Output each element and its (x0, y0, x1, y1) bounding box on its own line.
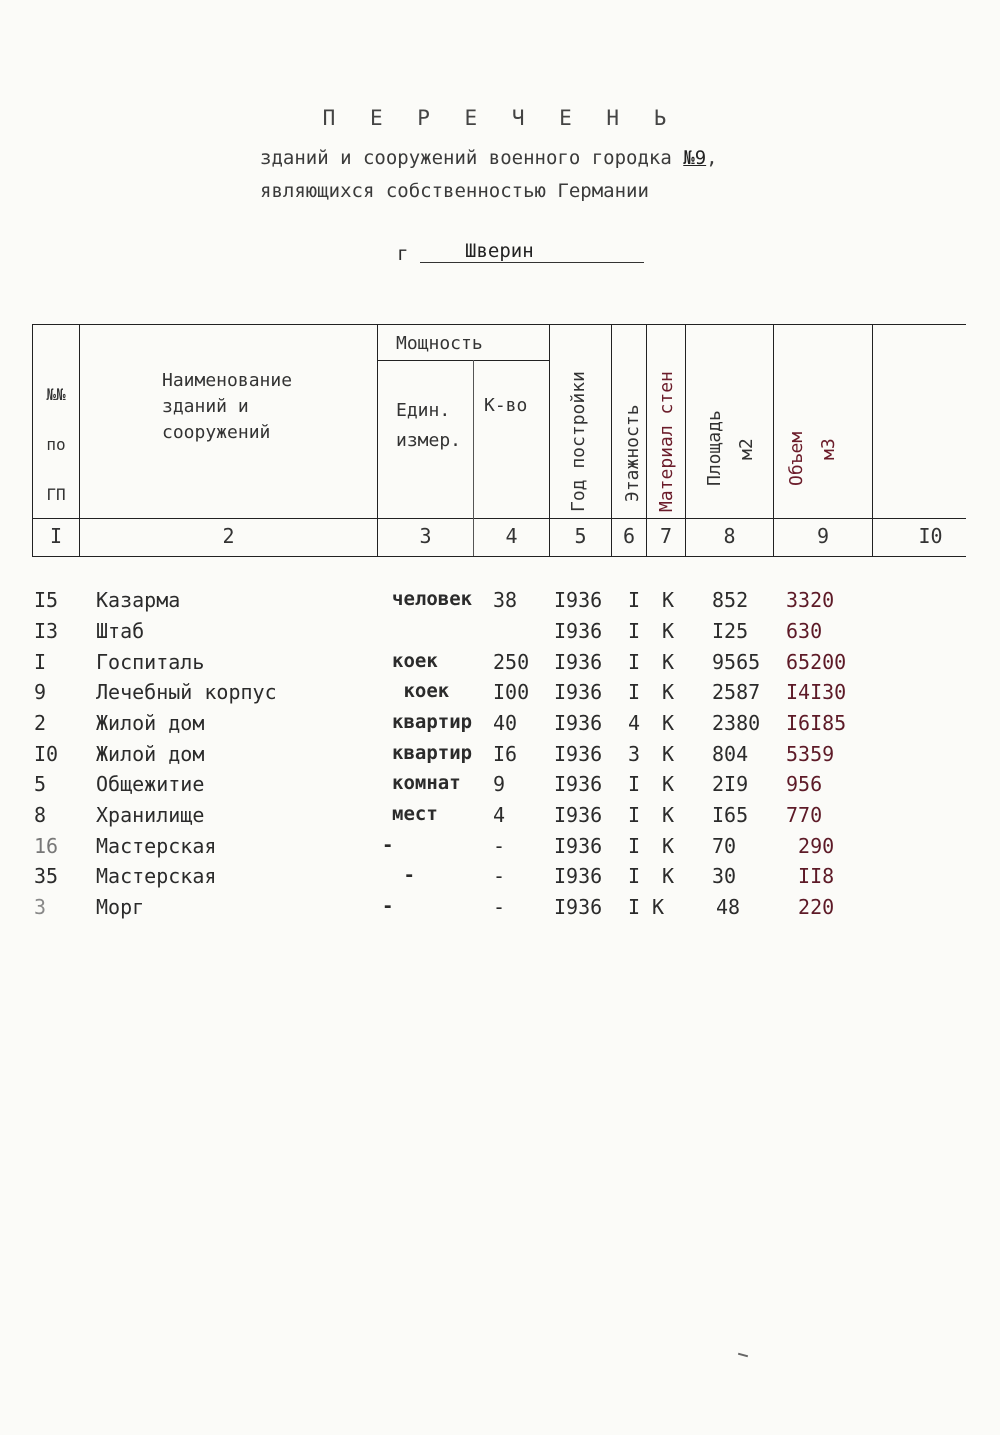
town-number: №9 (683, 147, 707, 169)
colnum-bottom-border (32, 556, 966, 557)
header-unit-line2: измер. (396, 430, 462, 451)
cell-material: К (662, 680, 675, 704)
cell-area: I25 (712, 619, 749, 643)
cell-area: 48 (716, 895, 741, 919)
cell-qty: 250 (493, 650, 530, 674)
table-row (0, 895, 1000, 925)
cell-name: Общежитие (96, 772, 205, 796)
header-name-line1: Наименование (162, 370, 293, 391)
city-name: Шверин (465, 240, 534, 262)
header-bottom-border (32, 518, 966, 519)
city-underline (420, 262, 644, 263)
header-qty: К-во (484, 395, 528, 416)
cell-gp: 8 (34, 803, 47, 827)
cell-volume: II8 (786, 864, 835, 888)
cell-floors: I (628, 772, 641, 796)
col-number: 4 (505, 524, 518, 548)
cell-material: К (662, 588, 675, 612)
cell-year: I936 (554, 772, 603, 796)
col-number: 5 (574, 524, 587, 548)
cell-gp: 35 (34, 864, 59, 888)
header-unit (396, 396, 461, 456)
header-name-line3: сооружений (162, 422, 271, 443)
cell-floors: I (628, 650, 641, 674)
cell-gp: 2 (34, 711, 47, 735)
table-row (0, 588, 1000, 618)
cell-year: I936 (554, 619, 603, 643)
cell-name: Госпиталь (96, 650, 205, 674)
col-number: 3 (419, 524, 432, 548)
document-subtitle (260, 147, 718, 169)
cell-qty: 9 (493, 772, 506, 796)
cell-material: К (662, 711, 675, 735)
cell-area: 70 (712, 834, 737, 858)
cell-qty: 38 (493, 588, 518, 612)
cell-floors: 3 (628, 742, 641, 766)
col-number: 8 (723, 524, 736, 548)
cell-year: I936 (554, 588, 603, 612)
col-number: I0 (918, 524, 943, 548)
document-subtitle-2: являющихся собственностью Германии (260, 180, 649, 202)
cell-volume: 3320 (786, 588, 835, 612)
table-row (0, 711, 1000, 741)
cell-gp: 16 (34, 834, 59, 858)
cell-material: К (662, 742, 675, 766)
cell-material: К (662, 772, 675, 796)
cell-name: Казарма (96, 588, 181, 612)
col-divider (32, 324, 33, 556)
cell-qty: 40 (493, 711, 518, 735)
header-gp (34, 370, 78, 520)
col-number: I (49, 524, 63, 548)
city-prefix: г (397, 243, 409, 265)
cell-material: К (662, 650, 675, 674)
table-row (0, 650, 1000, 680)
col-number: 6 (622, 524, 636, 548)
col-divider (377, 324, 378, 556)
header-gp-line2: по (46, 435, 66, 454)
cell-floors: I (628, 864, 641, 888)
cell-qty: 4 (493, 803, 506, 827)
cell-gp: 9 (34, 680, 47, 704)
cell-material: К (652, 895, 665, 919)
table-row (0, 619, 1000, 649)
col-divider (79, 324, 80, 556)
cell-floors: I (628, 803, 641, 827)
cell-floors: I (628, 834, 641, 858)
table-row (0, 742, 1000, 772)
cell-area: I65 (712, 803, 749, 827)
cell-volume: I4I30 (786, 680, 847, 704)
col-divider (685, 324, 686, 556)
cell-name: Жилой дом (96, 742, 205, 766)
table-row (0, 864, 1000, 894)
cell-volume: 770 (786, 803, 823, 827)
cell-volume: 290 (786, 834, 835, 858)
cell-year: I936 (554, 650, 603, 674)
cell-qty: I00 (493, 680, 530, 704)
header-volume-line2: м3 (818, 438, 839, 460)
cell-floors: I (628, 895, 641, 919)
cell-name: Жилой дом (96, 711, 205, 735)
header-name (162, 368, 292, 446)
header-name-line2: зданий и (162, 396, 249, 417)
table-row (0, 834, 1000, 864)
col-number: 9 (816, 524, 830, 548)
cell-unit: мест (392, 803, 438, 825)
cell-volume: 630 (786, 619, 823, 643)
col-divider (611, 324, 612, 556)
col-divider (773, 324, 774, 556)
cell-material: К (662, 619, 675, 643)
header-unit-line1: Един. (396, 400, 451, 421)
cell-gp: 3 (34, 895, 47, 919)
subtitle-comma: , (706, 147, 718, 169)
capacity-divider (377, 360, 549, 361)
cell-volume: 220 (786, 895, 835, 919)
cell-unit: комнат (392, 772, 461, 794)
header-gp-line3: ГП (46, 485, 66, 504)
stray-pen-mark (738, 1353, 748, 1358)
cell-area: 30 (712, 864, 737, 888)
cell-volume: 5359 (786, 742, 835, 766)
cell-gp: 5 (34, 772, 47, 796)
cell-year: I936 (554, 680, 603, 704)
cell-floors: 4 (628, 711, 641, 735)
cell-unit: - (382, 895, 394, 917)
col-number: 2 (222, 524, 235, 548)
cell-year: I936 (554, 803, 603, 827)
cell-gp: I (34, 650, 47, 674)
col-divider (872, 324, 873, 556)
cell-qty: I6 (493, 742, 518, 766)
cell-unit: коек (392, 680, 450, 702)
cell-area: 852 (712, 588, 749, 612)
table-top-border (32, 324, 966, 325)
cell-year: I936 (554, 711, 603, 735)
header-gp-line1: №№ (46, 385, 66, 404)
cell-unit: квартир (392, 742, 473, 764)
cell-volume: 956 (786, 772, 823, 796)
cell-unit: человек (392, 588, 473, 610)
cell-unit: коек (392, 650, 438, 672)
cell-volume: 65200 (786, 650, 847, 674)
cell-material: К (662, 864, 675, 888)
cell-floors: I (628, 588, 641, 612)
header-volume-line1: Объем (786, 431, 807, 486)
cell-year: I936 (554, 834, 603, 858)
cell-year: I936 (554, 742, 603, 766)
cell-unit: квартир (392, 711, 473, 733)
cell-qty: - (493, 895, 506, 919)
table-row (0, 803, 1000, 833)
cell-area: 804 (712, 742, 749, 766)
cell-name: Мастерская (96, 864, 217, 888)
cell-year: I936 (554, 895, 603, 919)
cell-area: 2380 (712, 711, 761, 735)
cell-qty: - (493, 834, 506, 858)
header-material: Материал стен (656, 371, 677, 512)
header-year: Год постройки (568, 371, 589, 512)
cell-name: Хранилище (96, 803, 205, 827)
cell-unit: - (392, 864, 415, 886)
cell-floors: I (628, 680, 641, 704)
cell-volume: I6I85 (786, 711, 847, 735)
col-divider (646, 324, 647, 556)
cell-unit: - (382, 834, 394, 856)
header-capacity: Мощность (396, 333, 483, 354)
header-area-line1: Площадь (704, 410, 725, 486)
table-row (0, 680, 1000, 710)
cell-area: 9565 (712, 650, 761, 674)
cell-material: К (662, 803, 675, 827)
cell-name: Лечебный корпус (96, 680, 277, 704)
cell-gp: I5 (34, 588, 59, 612)
cell-year: I936 (554, 864, 603, 888)
cell-name: Штаб (96, 619, 145, 643)
cell-name: Мастерская (96, 834, 217, 858)
cell-gp: I0 (34, 742, 59, 766)
cell-area: 2587 (712, 680, 761, 704)
cell-name: Морг (96, 895, 145, 919)
cell-gp: I3 (34, 619, 59, 643)
header-area-line2: м2 (736, 438, 757, 460)
cell-material: К (662, 834, 675, 858)
subtitle-text: зданий и сооружений военного городка (260, 147, 684, 169)
cell-qty: - (493, 864, 506, 888)
document-title: П Е Р Е Ч Е Н Ь (322, 106, 678, 130)
cell-floors: I (628, 619, 641, 643)
header-floors: Этажность (622, 404, 643, 502)
col-divider (549, 324, 550, 556)
col-number: 7 (659, 524, 673, 548)
table-row (0, 772, 1000, 802)
cell-area: 2I9 (712, 772, 749, 796)
